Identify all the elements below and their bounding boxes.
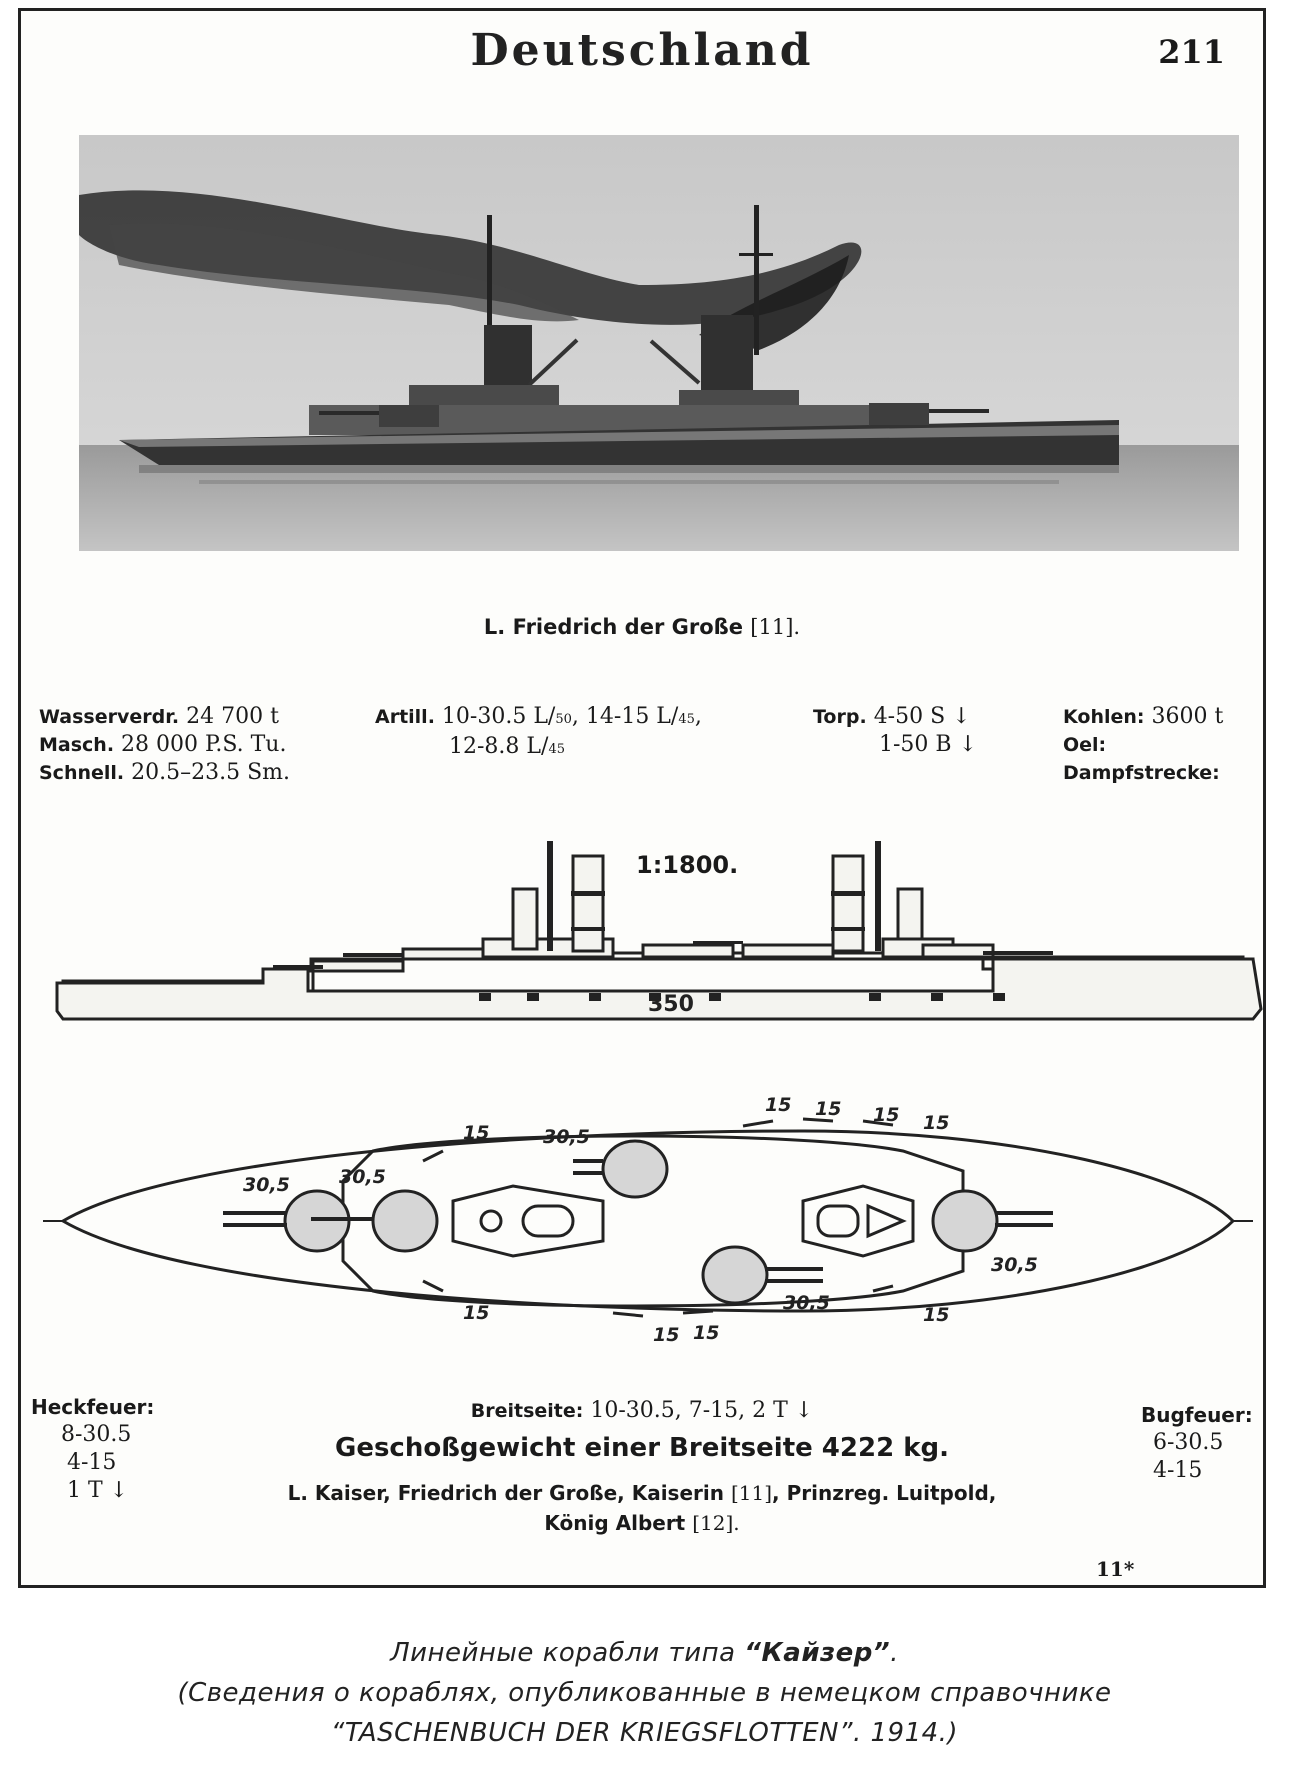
- stern-fire-label: Heckfeuer:: [31, 1395, 155, 1419]
- artillery-sub-1b: 45: [678, 712, 695, 727]
- plan-label: 15: [765, 1094, 792, 1116]
- plan-label: 15: [923, 1112, 950, 1134]
- ship-photograph: [79, 135, 1239, 551]
- coal-label: Kohlen:: [1063, 706, 1145, 728]
- machinery-label: Masch.: [39, 734, 115, 756]
- torpedo-label: Torp.: [813, 706, 867, 728]
- bow-fire-line: 6-30.5: [1153, 1430, 1224, 1455]
- torpedo-line-1: 4-50 S ↓: [873, 704, 971, 729]
- plan-label: 30,5: [783, 1292, 830, 1314]
- spec-col-4: [1063, 703, 1223, 787]
- ship-list-line2: König Albert: [544, 1511, 686, 1535]
- plan-label: 15: [653, 1324, 680, 1346]
- bow-fire-line: 4-15: [1153, 1458, 1203, 1483]
- side-elevation-drawing: [43, 841, 1263, 1041]
- artillery-sub-1: 50: [555, 712, 572, 727]
- broadside-label: Breitseite:: [470, 1400, 584, 1422]
- drawing-scale: 1:1800.: [636, 851, 739, 879]
- artillery-sub-2: 45: [548, 742, 565, 757]
- ship-list-line1: L. Kaiser, Friedrich der Große, Kaiserin: [287, 1481, 724, 1505]
- ship-list-line2-num: [12].: [692, 1511, 740, 1535]
- broadside: [21, 1398, 1263, 1423]
- speed-label: Schnell.: [39, 762, 125, 784]
- stern-fire-line: 1 T ↓: [67, 1478, 129, 1503]
- plan-label: 30,5: [339, 1166, 386, 1188]
- displacement-value: 24 700 t: [186, 704, 279, 729]
- photo-caption-name: L. Friedrich der Große: [483, 615, 743, 639]
- artillery-line-2: 12-8.8 L/: [449, 734, 549, 759]
- displacement-label: Wasserverdr.: [39, 706, 180, 728]
- plan-label: 15: [873, 1104, 900, 1126]
- plan-label: 15: [923, 1304, 950, 1326]
- spec-col-3: [813, 703, 977, 758]
- speed-value: 20.5–23.5 Sm.: [131, 760, 291, 785]
- oil-label: Oel:: [1063, 734, 1107, 756]
- footer-line1-pre: Линейные корабли типа: [390, 1638, 745, 1668]
- spec-col-2: [375, 703, 702, 763]
- range-label: Dampfstrecke:: [1063, 762, 1220, 784]
- footer-line1-bold: “Кайзер”: [744, 1638, 891, 1668]
- page-number: 211: [1158, 33, 1225, 71]
- side-label: 350: [648, 992, 694, 1017]
- broadside-value: 10-30.5, 7-15, 2 T ↓: [590, 1398, 814, 1423]
- plan-label: 30,5: [991, 1254, 1038, 1276]
- artillery-line-1: 10-30.5 L/: [441, 704, 556, 729]
- plan-label: 30,5: [243, 1174, 290, 1196]
- torpedo-line-2: 1-50 B ↓: [879, 732, 978, 757]
- artillery-line-1c: ,: [694, 704, 702, 729]
- plan-label: 15: [693, 1322, 720, 1344]
- spec-col-1: [39, 703, 290, 787]
- bow-fire-label: Bugfeuer:: [1141, 1403, 1253, 1427]
- footer-line1-post: .: [890, 1638, 899, 1668]
- footer-caption-line3: “TASCHENBUCH DER KRIEGSFLOTTEN”. 1914.): [330, 1718, 959, 1748]
- page-title: Deutschland: [470, 25, 814, 76]
- plan-label: 15: [463, 1302, 490, 1324]
- document-page: [18, 8, 1266, 1588]
- footer-caption-line1: [0, 1638, 1289, 1668]
- ship-list-line1-num: [11]: [730, 1481, 773, 1505]
- ship-list: [21, 1478, 1263, 1538]
- plan-view-drawing: [43, 1091, 1263, 1351]
- artillery-line-1b: , 14-15 L/: [571, 704, 679, 729]
- photo-caption: [21, 615, 1263, 639]
- stern-fire-line: 8-30.5: [61, 1422, 132, 1447]
- stern-fire-line: 4-15: [67, 1450, 117, 1475]
- plan-label: 15: [815, 1098, 842, 1120]
- artillery-label: Artill.: [375, 706, 435, 728]
- shell-weight: Geschoßgewicht einer Breitseite 4222 kg.: [334, 1433, 950, 1463]
- coal-value: 3600 t: [1151, 704, 1224, 729]
- photo-caption-count: [11].: [750, 615, 801, 639]
- ship-list-line1-end: , Prinzreg. Luitpold,: [772, 1481, 997, 1505]
- machinery-value: 28 000 P.S. Tu.: [121, 732, 287, 757]
- footer-caption-line2: (Сведения о кораблях, опубликованные в немецком справочнике: [177, 1678, 1112, 1708]
- plan-label: 15: [463, 1122, 490, 1144]
- signature-mark: 11*: [1096, 1557, 1135, 1581]
- plan-label: 30,5: [543, 1126, 590, 1148]
